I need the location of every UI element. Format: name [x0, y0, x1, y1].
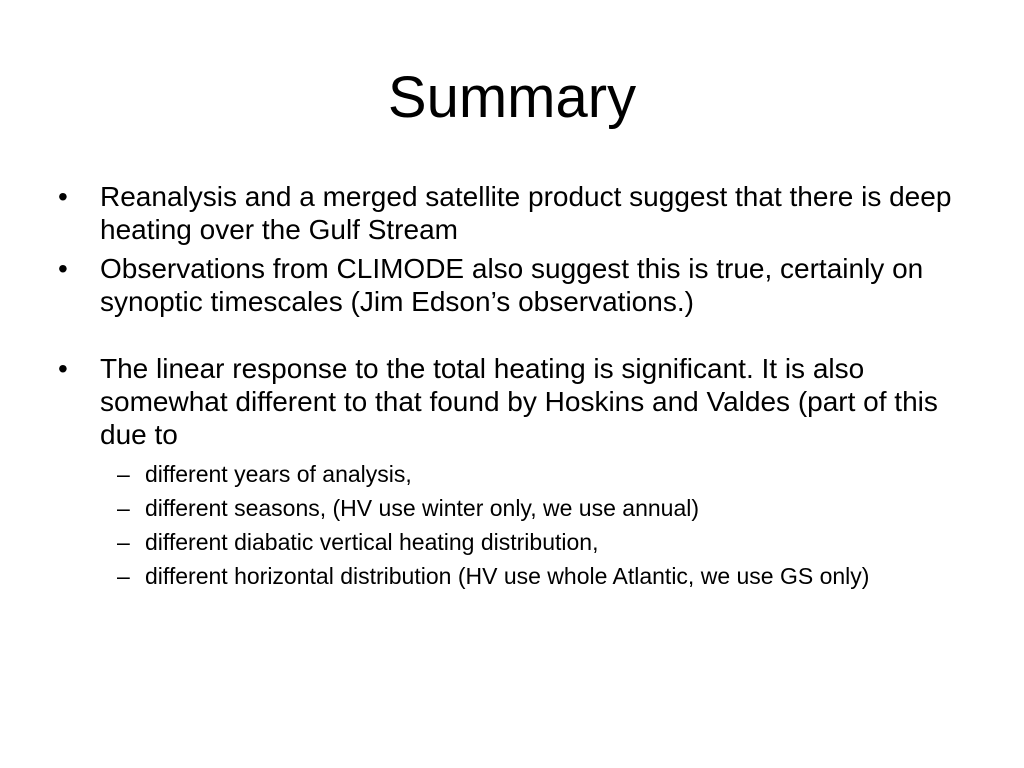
bullet-list: [56, 180, 976, 597]
sub-bullet-text: different horizontal distribution (HV use whole Atlantic, we use GS only): [145, 563, 870, 589]
bullet-item: [56, 352, 976, 590]
sub-bullet-item: [100, 461, 976, 488]
sub-bullet-list: [100, 461, 976, 590]
sub-bullet-item: [100, 563, 976, 590]
dash-marker: –: [117, 461, 130, 487]
slide-title: Summary: [387, 65, 637, 130]
bullet-text: Reanalysis and a merged satellite product suggest that there is deep heating over the Gulf Stream: [100, 181, 952, 245]
bullet-item: [56, 252, 976, 318]
bullet-text: Observations from CLIMODE also suggest this is true, certainly on synoptic timescales (Jim Edson’s observations.): [100, 253, 924, 317]
bullet-marker: •: [58, 253, 68, 284]
dash-marker: –: [117, 529, 130, 555]
bullet-marker: •: [58, 353, 68, 384]
sub-bullet-item: [100, 529, 976, 556]
dash-marker: –: [117, 495, 130, 521]
bullet-item: [56, 180, 976, 246]
bullet-text: The linear response to the total heating is significant. It is also somewhat different to that found by Hoskins and Valdes (part of this due to: [100, 353, 938, 450]
dash-marker: –: [117, 563, 130, 589]
sub-bullet-text: different diabatic vertical heating distribution,: [145, 529, 599, 555]
sub-bullet-item: [100, 495, 976, 522]
sub-bullet-text: different seasons, (HV use winter only, we use annual): [145, 495, 699, 521]
sub-bullet-text: different years of analysis,: [145, 461, 412, 487]
bullet-marker: •: [58, 181, 68, 212]
